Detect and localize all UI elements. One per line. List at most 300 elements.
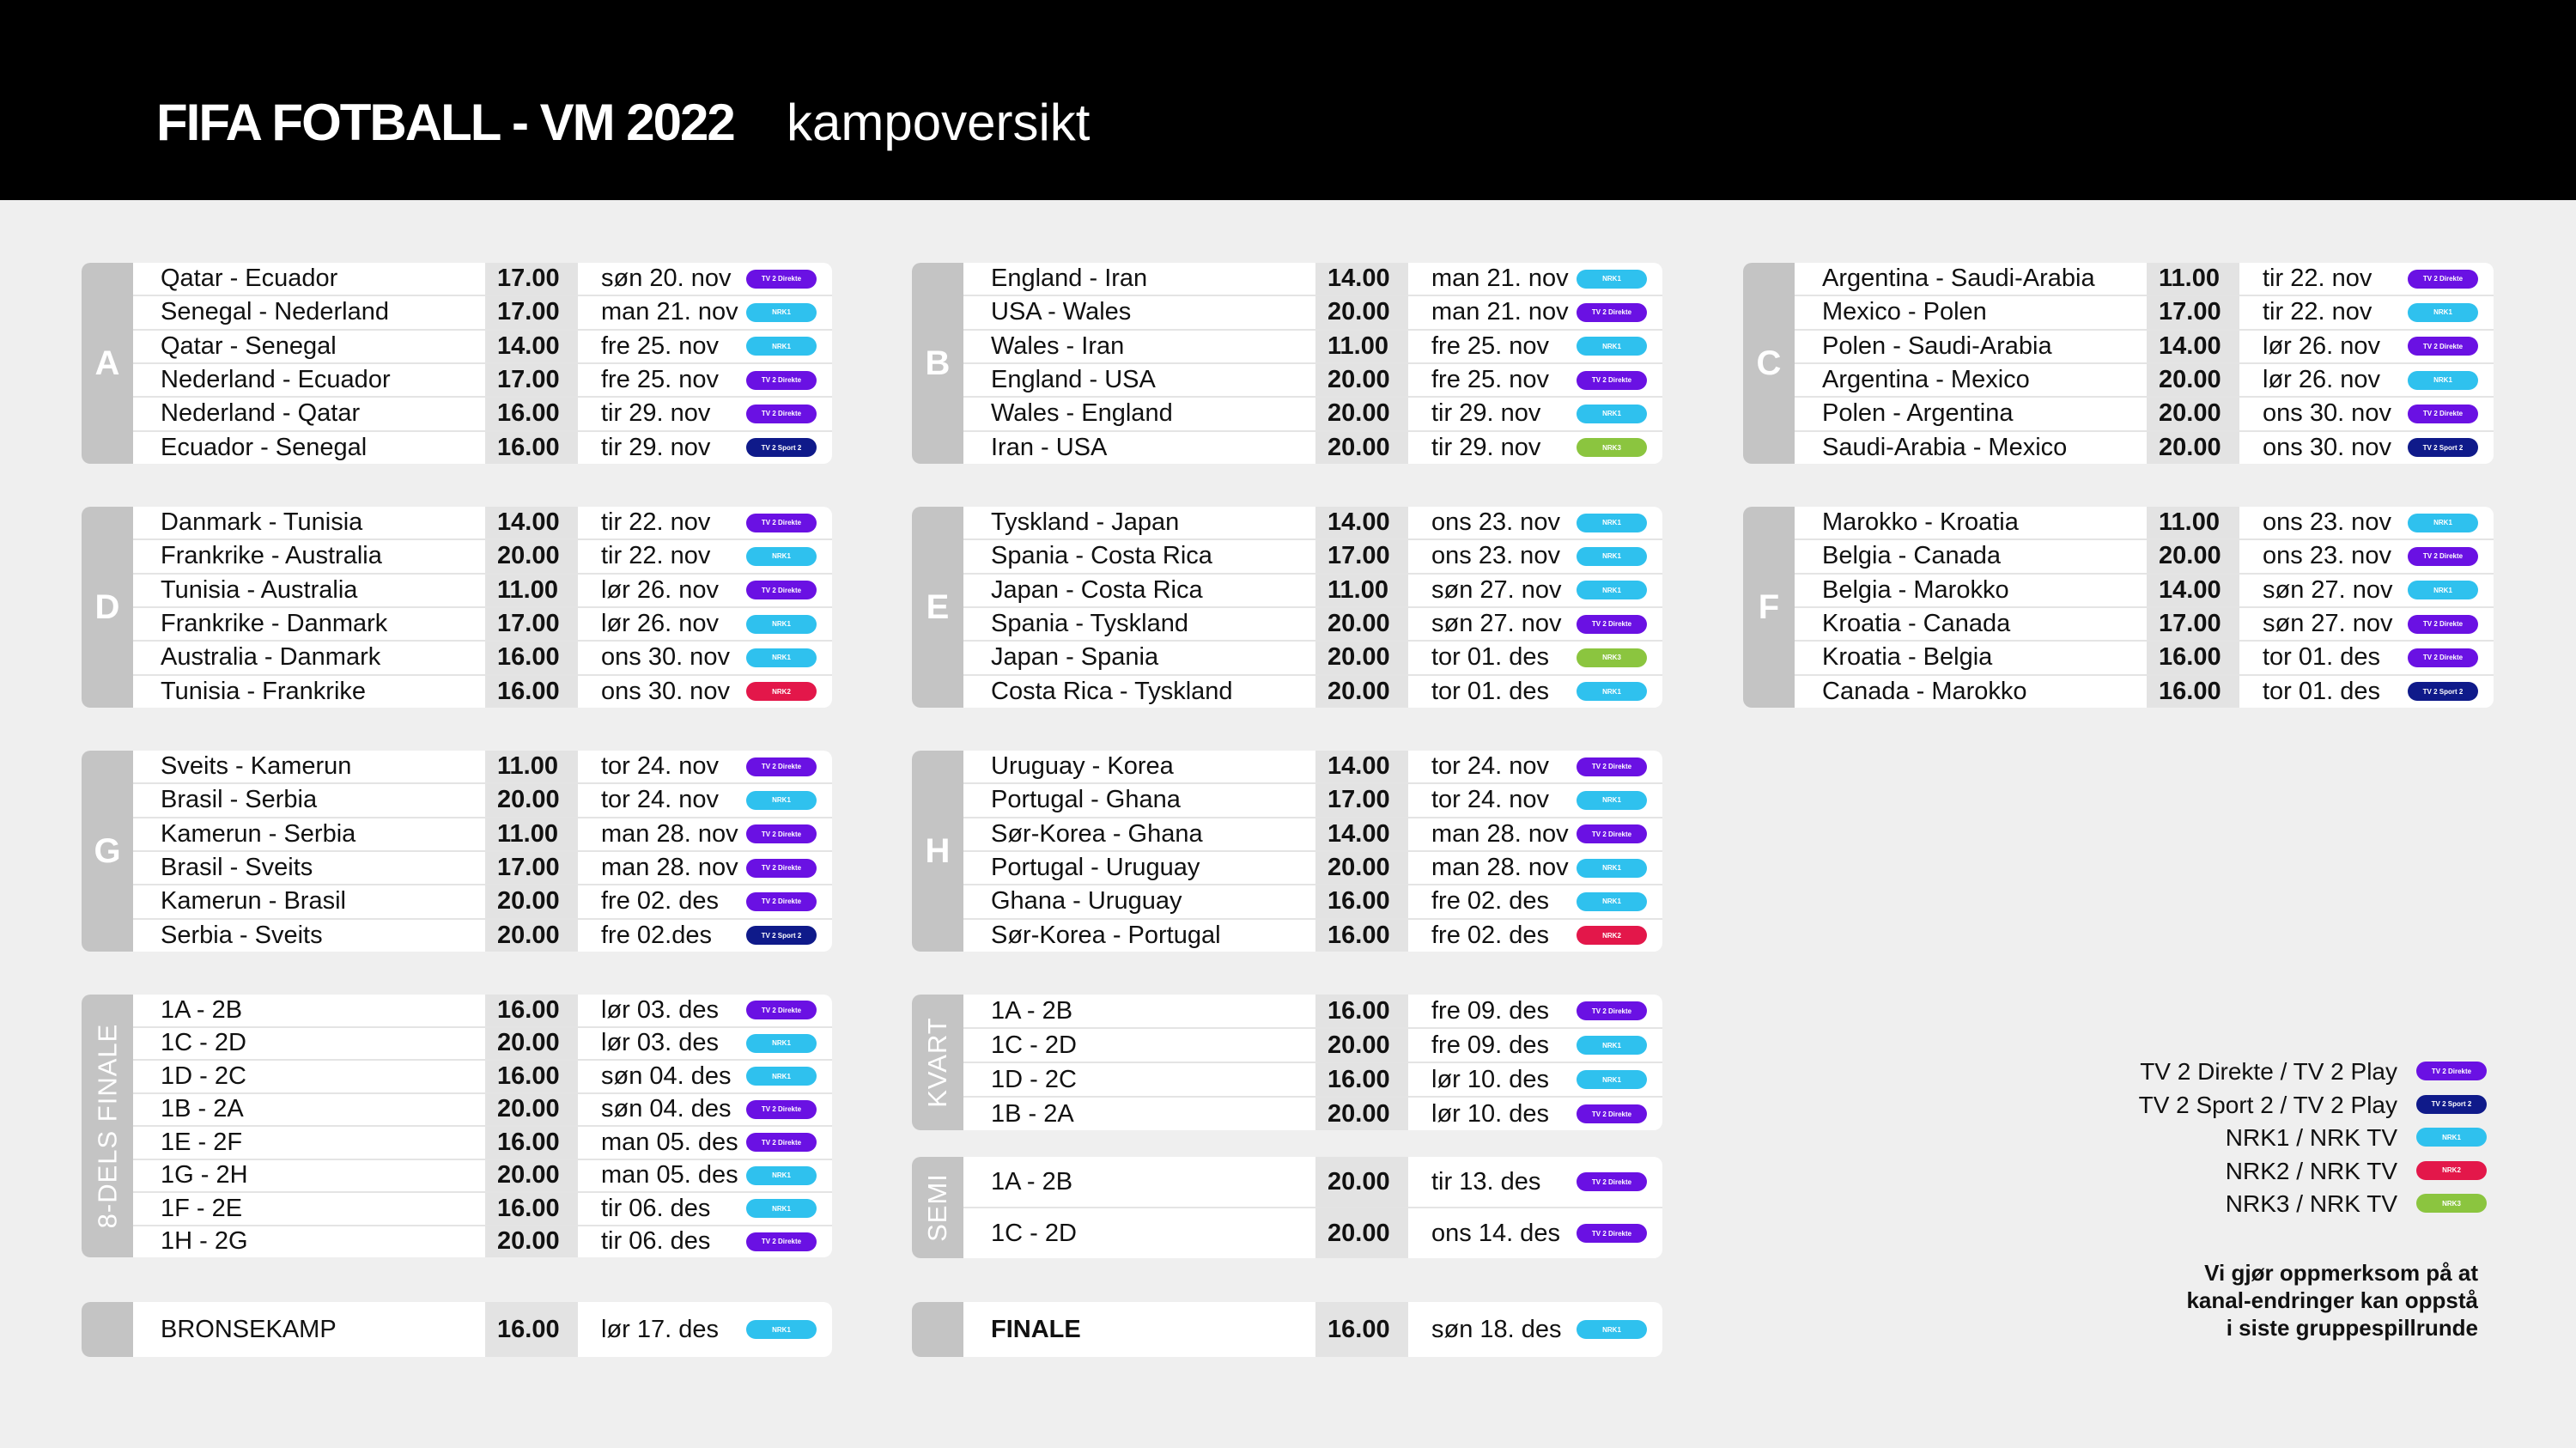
match-date: tir 22. nov	[601, 508, 711, 537]
match-date: fre 25. nov	[601, 366, 720, 394]
match-time: 20.00	[1327, 1219, 1390, 1247]
channel-badge: TV 2 Direkte	[746, 1001, 817, 1019]
match-row	[1795, 640, 2494, 673]
match-row	[963, 640, 1662, 673]
legend-item	[1971, 1123, 2487, 1156]
match-time: 20.00	[1327, 610, 1390, 638]
channel-badge: NRK1	[1577, 791, 1647, 810]
match-time: 11.00	[2159, 508, 2220, 537]
channel-badge: NRK1	[1577, 682, 1647, 701]
match-date: man 05. des	[601, 1161, 738, 1189]
match-row	[1795, 538, 2494, 572]
group-label	[1743, 507, 1795, 708]
match-row	[963, 573, 1662, 606]
match-row	[133, 918, 832, 952]
match-date: tir 22. nov	[2263, 265, 2372, 293]
channel-badge: NRK1	[2408, 514, 2478, 532]
match-date: man 21. nov	[1431, 298, 1569, 326]
match-date: tir 06. des	[601, 1194, 711, 1222]
match-date: lør 26. nov	[2263, 366, 2380, 394]
match-row	[963, 606, 1662, 640]
match-teams: Argentina - Mexico	[1822, 366, 2030, 394]
match-row	[963, 751, 1662, 782]
match-row	[133, 1092, 832, 1126]
match-row	[1795, 430, 2494, 464]
match-row	[963, 507, 1662, 538]
match-date: tir 29. nov	[601, 399, 711, 428]
match-teams: Kamerun - Serbia	[161, 819, 356, 848]
match-teams: England - USA	[991, 366, 1156, 394]
legend-item	[1971, 1156, 2487, 1189]
match-row	[133, 674, 832, 708]
match-list	[133, 995, 832, 1257]
match-teams: Danmark - Tunisia	[161, 508, 363, 537]
group-label	[82, 995, 133, 1257]
legend-item	[1971, 1189, 2487, 1222]
match-row	[963, 884, 1662, 917]
group-label	[82, 263, 133, 464]
match-time: 11.00	[497, 752, 558, 781]
match-teams: Ghana - Uruguay	[991, 887, 1182, 916]
match-date: lør 10. des	[1431, 1065, 1549, 1093]
match-date: man 28. nov	[601, 819, 738, 848]
match-time: 16.00	[2159, 677, 2221, 705]
match-time: 20.00	[2159, 542, 2221, 570]
channel-badge: TV 2 Direkte	[746, 757, 817, 776]
match-teams: Marokko - Kroatia	[1822, 508, 2019, 537]
match-date: fre 25. nov	[601, 332, 720, 360]
match-row	[963, 674, 1662, 708]
match-date: tor 24. nov	[1431, 786, 1550, 814]
match-row	[133, 507, 832, 538]
channel-badge: NRK1	[746, 303, 817, 322]
match-row	[963, 1157, 1662, 1207]
match-time: 20.00	[497, 1227, 560, 1256]
match-date: ons 30. nov	[2263, 399, 2391, 428]
match-time: 20.00	[1327, 1031, 1390, 1059]
channel-badge: TV 2 Direkte	[1577, 1001, 1647, 1020]
match-row	[1795, 573, 2494, 606]
match-list	[133, 263, 832, 464]
match-time: 17.00	[497, 610, 560, 638]
channel-badge: NRK1	[1577, 337, 1647, 356]
group-label	[1743, 263, 1795, 464]
match-date: man 05. des	[601, 1128, 738, 1156]
match-time: 20.00	[1327, 1099, 1390, 1128]
match-row	[133, 850, 832, 884]
match-date: fre 02. des	[1431, 921, 1550, 949]
channel-badge: TV 2 Direkte	[746, 1100, 817, 1119]
match-row	[133, 884, 832, 917]
match-row	[1795, 263, 2494, 295]
channel-badge: NRK1	[746, 547, 817, 566]
match-row	[963, 295, 1662, 328]
match-date: fre 02. des	[601, 887, 720, 916]
match-row	[963, 263, 1662, 295]
channel-badge: TV 2 Direkte	[746, 1232, 817, 1251]
match-time: 14.00	[1327, 752, 1390, 781]
channel-badge: NRK1	[1577, 405, 1647, 423]
match-time: 11.00	[497, 819, 558, 848]
round-of-16-block	[82, 995, 832, 1257]
match-teams: Japan - Costa Rica	[991, 575, 1203, 604]
match-date: søn 27. nov	[2263, 610, 2393, 638]
match-time: 20.00	[497, 1161, 560, 1189]
group-label	[912, 1302, 963, 1357]
group-label	[912, 1157, 963, 1258]
match-time: 17.00	[1327, 786, 1390, 814]
legend-swatch: TV 2 Sport 2	[2416, 1095, 2487, 1114]
group-label-text: E	[926, 587, 950, 626]
match-teams: Serbia - Sveits	[161, 921, 323, 949]
group-h-block	[912, 751, 1662, 952]
match-date: tir 22. nov	[2263, 298, 2372, 326]
channel-badge: TV 2 Sport 2	[746, 926, 817, 945]
match-time: 17.00	[497, 265, 560, 293]
match-time: 20.00	[1327, 643, 1390, 672]
group-label-text: B	[925, 344, 951, 382]
match-row	[133, 396, 832, 429]
match-date: tir 29. nov	[1431, 399, 1541, 428]
channel-badge: TV 2 Direkte	[2408, 547, 2478, 566]
match-row	[963, 1302, 1662, 1357]
match-row	[963, 1096, 1662, 1130]
channel-badge: TV 2 Direkte	[746, 1133, 817, 1152]
group-label-text: 8-DELS FINALE	[92, 1023, 123, 1229]
channel-badge: TV 2 Sport 2	[746, 438, 817, 457]
channel-badge: NRK1	[746, 1166, 817, 1185]
match-time: 11.00	[2159, 265, 2220, 293]
group-c-block	[1743, 263, 2494, 464]
page-title: FIFA FOTBALL - VM 2022	[156, 94, 734, 151]
match-time: 11.00	[1327, 575, 1388, 604]
match-list	[133, 507, 832, 708]
channel-badge: NRK1	[1577, 1036, 1647, 1055]
match-teams: 1B - 2A	[161, 1095, 244, 1123]
match-date: søn 04. des	[601, 1095, 732, 1123]
match-teams: 1C - 2D	[161, 1029, 246, 1057]
match-date: lør 03. des	[601, 995, 719, 1024]
match-teams: 1A - 2B	[161, 995, 243, 1024]
channel-badge: TV 2 Direkte	[1577, 1172, 1647, 1191]
match-list	[1795, 507, 2494, 708]
group-label-text: H	[925, 831, 951, 870]
group-label	[82, 751, 133, 952]
match-time: 20.00	[2159, 399, 2221, 428]
channel-badge: TV 2 Direkte	[2408, 648, 2478, 667]
channel-badge: TV 2 Direkte	[2408, 270, 2478, 289]
group-a-block	[82, 263, 832, 464]
match-time: 17.00	[1327, 542, 1390, 570]
channel-badge: TV 2 Direkte	[746, 824, 817, 843]
match-time: 20.00	[2159, 433, 2221, 461]
channel-badge: NRK1	[2408, 371, 2478, 390]
group-label-text: D	[94, 587, 120, 626]
match-time: 17.00	[2159, 610, 2221, 638]
match-date: tor 01. des	[2263, 643, 2381, 672]
match-row	[1795, 606, 2494, 640]
match-time: 17.00	[497, 854, 560, 882]
channel-badge: TV 2 Direkte	[2408, 615, 2478, 634]
match-list	[963, 751, 1662, 952]
match-row	[963, 362, 1662, 396]
match-date: søn 27. nov	[1431, 575, 1562, 604]
match-date: ons 30. nov	[2263, 433, 2391, 461]
channel-badge: TV 2 Sport 2	[2408, 438, 2478, 457]
match-time: 16.00	[1327, 996, 1390, 1025]
match-list	[963, 995, 1662, 1130]
match-date: lør 17. des	[601, 1315, 719, 1343]
match-date: søn 20. nov	[601, 265, 732, 293]
channel-badge: TV 2 Direkte	[746, 405, 817, 423]
match-time: 16.00	[497, 1315, 560, 1343]
match-row	[963, 817, 1662, 850]
match-date: ons 30. nov	[601, 643, 730, 672]
match-teams: Ecuador - Senegal	[161, 433, 368, 461]
match-time: 20.00	[497, 786, 560, 814]
channel-badge: TV 2 Direkte	[1577, 371, 1647, 390]
match-row	[963, 782, 1662, 816]
match-teams: Frankrike - Danmark	[161, 610, 388, 638]
match-list	[963, 1157, 1662, 1258]
match-teams: Senegal - Nederland	[161, 298, 390, 326]
match-teams: Tunisia - Frankrike	[161, 677, 367, 705]
group-label	[912, 507, 963, 708]
match-date: fre 09. des	[1431, 1031, 1550, 1059]
match-list	[963, 507, 1662, 708]
match-row	[1795, 674, 2494, 708]
match-date: ons 23. nov	[1431, 542, 1560, 570]
match-row	[133, 573, 832, 606]
channel-badge: NRK3	[1577, 648, 1647, 667]
legend-label: NRK3 / NRK TV	[2225, 1190, 2397, 1217]
group-label-text: A	[94, 344, 120, 382]
match-row	[1795, 295, 2494, 328]
match-date: lør 26. nov	[601, 610, 719, 638]
group-d-block	[82, 507, 832, 708]
match-teams: 1F - 2E	[161, 1194, 243, 1222]
match-teams: Belgia - Marokko	[1822, 575, 2009, 604]
group-label	[82, 1302, 133, 1357]
final-block	[912, 1302, 1662, 1357]
match-teams: Spania - Costa Rica	[991, 542, 1212, 570]
match-row	[963, 850, 1662, 884]
match-time: 20.00	[1327, 298, 1390, 326]
group-label	[912, 751, 963, 952]
match-time: 16.00	[1327, 921, 1390, 949]
group-f-block	[1743, 507, 2494, 708]
group-b-block	[912, 263, 1662, 464]
channel-badge: NRK1	[746, 1320, 817, 1339]
legend-label: NRK1 / NRK TV	[2225, 1124, 2397, 1151]
channel-badge: TV 2 Direkte	[1577, 303, 1647, 322]
match-date: man 21. nov	[601, 298, 738, 326]
channel-legend	[1971, 1056, 2487, 1222]
match-teams: 1A - 2B	[991, 996, 1073, 1025]
match-teams: Argentina - Saudi-Arabia	[1822, 265, 2095, 293]
match-time: 20.00	[1327, 433, 1390, 461]
match-time: 20.00	[497, 1029, 560, 1057]
match-teams: 1A - 2B	[991, 1167, 1073, 1196]
channel-badge: TV 2 Direkte	[1577, 615, 1647, 634]
match-row	[963, 430, 1662, 464]
match-date: man 21. nov	[1431, 265, 1569, 293]
match-row	[963, 396, 1662, 429]
match-teams: Saudi-Arabia - Mexico	[1822, 433, 2068, 461]
match-date: ons 23. nov	[1431, 508, 1560, 537]
match-time: 11.00	[497, 575, 558, 604]
match-date: ons 23. nov	[2263, 542, 2391, 570]
note-line: kanal-endringer kan oppstå	[2186, 1287, 2478, 1313]
match-row	[963, 329, 1662, 362]
match-time: 16.00	[497, 1128, 560, 1156]
group-label	[912, 263, 963, 464]
legend-item	[1971, 1090, 2487, 1123]
match-time: 14.00	[497, 332, 560, 360]
match-date: man 28. nov	[1431, 854, 1569, 882]
match-teams: 1G - 2H	[161, 1161, 248, 1189]
channel-badge: NRK1	[1577, 1320, 1647, 1339]
match-date: lør 26. nov	[601, 575, 719, 604]
legend-item	[1971, 1056, 2487, 1090]
match-date: fre 02.des	[601, 921, 712, 949]
channel-badge: NRK1	[1577, 547, 1647, 566]
match-time: 17.00	[2159, 298, 2221, 326]
match-time: 17.00	[497, 366, 560, 394]
match-time: 16.00	[1327, 1065, 1390, 1093]
page-subtitle: kampoversikt	[787, 94, 1091, 151]
semi-final-block	[912, 1157, 1662, 1258]
match-teams: Kroatia - Belgia	[1822, 643, 1993, 672]
match-time: 20.00	[1327, 1167, 1390, 1196]
channel-badge: TV 2 Direkte	[746, 514, 817, 532]
match-row	[963, 1062, 1662, 1096]
match-teams: Qatar - Ecuador	[161, 265, 338, 293]
match-list	[133, 1302, 832, 1357]
channel-badge: NRK1	[746, 1199, 817, 1218]
match-teams: Kroatia - Canada	[1822, 610, 2011, 638]
match-time: 16.00	[497, 677, 560, 705]
channel-badge: TV 2 Sport 2	[2408, 682, 2478, 701]
match-time: 14.00	[2159, 332, 2221, 360]
match-list	[963, 263, 1662, 464]
header-bar	[0, 0, 2576, 200]
match-date: ons 14. des	[1431, 1219, 1560, 1247]
match-teams: Brasil - Serbia	[161, 786, 318, 814]
match-date: man 28. nov	[601, 854, 738, 882]
match-teams: 1C - 2D	[991, 1031, 1077, 1059]
match-date: tor 24. nov	[601, 786, 720, 814]
match-time: 20.00	[1327, 854, 1390, 882]
channel-badge: NRK2	[746, 682, 817, 701]
match-teams: 1D - 2C	[161, 1062, 246, 1090]
channel-badge: TV 2 Direkte	[746, 859, 817, 878]
match-teams: 1H - 2G	[161, 1227, 248, 1256]
match-row	[133, 751, 832, 782]
channel-badge: TV 2 Direkte	[746, 371, 817, 390]
match-row	[1795, 396, 2494, 429]
match-time: 20.00	[1327, 366, 1390, 394]
match-time: 16.00	[497, 399, 560, 428]
channel-badge: NRK1	[746, 791, 817, 810]
group-label-text: F	[1758, 587, 1780, 626]
channel-badge: TV 2 Direkte	[2408, 405, 2478, 423]
match-time: 14.00	[1327, 819, 1390, 848]
group-g-block	[82, 751, 832, 952]
match-teams: Qatar - Senegal	[161, 332, 337, 360]
match-teams: Portugal - Uruguay	[991, 854, 1200, 882]
channel-badge: NRK1	[746, 337, 817, 356]
match-row	[133, 995, 832, 1026]
match-date: tor 01. des	[1431, 643, 1550, 672]
match-teams: Costa Rica - Tyskland	[991, 677, 1233, 705]
match-teams: Nederland - Ecuador	[161, 366, 391, 394]
match-teams: Polen - Saudi-Arabia	[1822, 332, 2052, 360]
match-time: 14.00	[2159, 575, 2221, 604]
match-date: søn 27. nov	[2263, 575, 2393, 604]
group-label-text: KVART	[922, 1017, 952, 1108]
match-row	[133, 1125, 832, 1159]
match-row	[133, 1302, 832, 1357]
match-date: tor 01. des	[1431, 677, 1550, 705]
channel-badge: TV 2 Direkte	[746, 892, 817, 911]
quarter-final-block	[912, 995, 1662, 1130]
channel-badge: NRK1	[2408, 581, 2478, 599]
group-label-text: G	[94, 831, 121, 870]
match-row	[133, 782, 832, 816]
match-teams: Tyskland - Japan	[991, 508, 1180, 537]
match-teams: Canada - Marokko	[1822, 677, 2027, 705]
group-label-text: SEMI	[922, 1173, 953, 1242]
channel-badge: TV 2 Direkte	[746, 270, 817, 289]
match-date: søn 18. des	[1431, 1315, 1562, 1343]
match-date: ons 23. nov	[2263, 508, 2391, 537]
channel-badge: NRK1	[2408, 303, 2478, 322]
legend-swatch: NRK3	[2416, 1194, 2487, 1213]
channel-badge: NRK1	[1577, 1070, 1647, 1089]
channel-badge: NRK1	[746, 1067, 817, 1086]
match-time: 16.00	[497, 433, 560, 461]
match-time: 20.00	[1327, 399, 1390, 428]
channel-badge: NRK1	[1577, 270, 1647, 289]
match-teams: FINALE	[991, 1315, 1081, 1343]
channel-badge: NRK1	[1577, 859, 1647, 878]
match-teams: 1E - 2F	[161, 1128, 243, 1156]
match-row	[963, 538, 1662, 572]
match-row	[133, 1225, 832, 1258]
note-line: i siste gruppespillrunde	[2226, 1315, 2478, 1341]
match-list	[963, 1302, 1662, 1357]
channel-badge: NRK1	[746, 648, 817, 667]
match-date: lør 26. nov	[2263, 332, 2380, 360]
match-teams: Tunisia - Australia	[161, 575, 358, 604]
match-row	[133, 1059, 832, 1092]
group-label	[912, 995, 963, 1130]
match-time: 20.00	[1327, 677, 1390, 705]
match-date: søn 04. des	[601, 1062, 732, 1090]
match-date: tir 29. nov	[601, 433, 711, 461]
match-list	[1795, 263, 2494, 464]
match-row	[963, 918, 1662, 952]
match-teams: BRONSEKAMP	[161, 1315, 337, 1343]
bronze-match-block	[82, 1302, 832, 1357]
match-date: fre 02. des	[1431, 887, 1550, 916]
match-time: 11.00	[1327, 332, 1388, 360]
channel-badge: NRK1	[1577, 514, 1647, 532]
match-time: 14.00	[1327, 508, 1390, 537]
match-teams: Wales - England	[991, 399, 1173, 428]
match-list	[133, 751, 832, 952]
